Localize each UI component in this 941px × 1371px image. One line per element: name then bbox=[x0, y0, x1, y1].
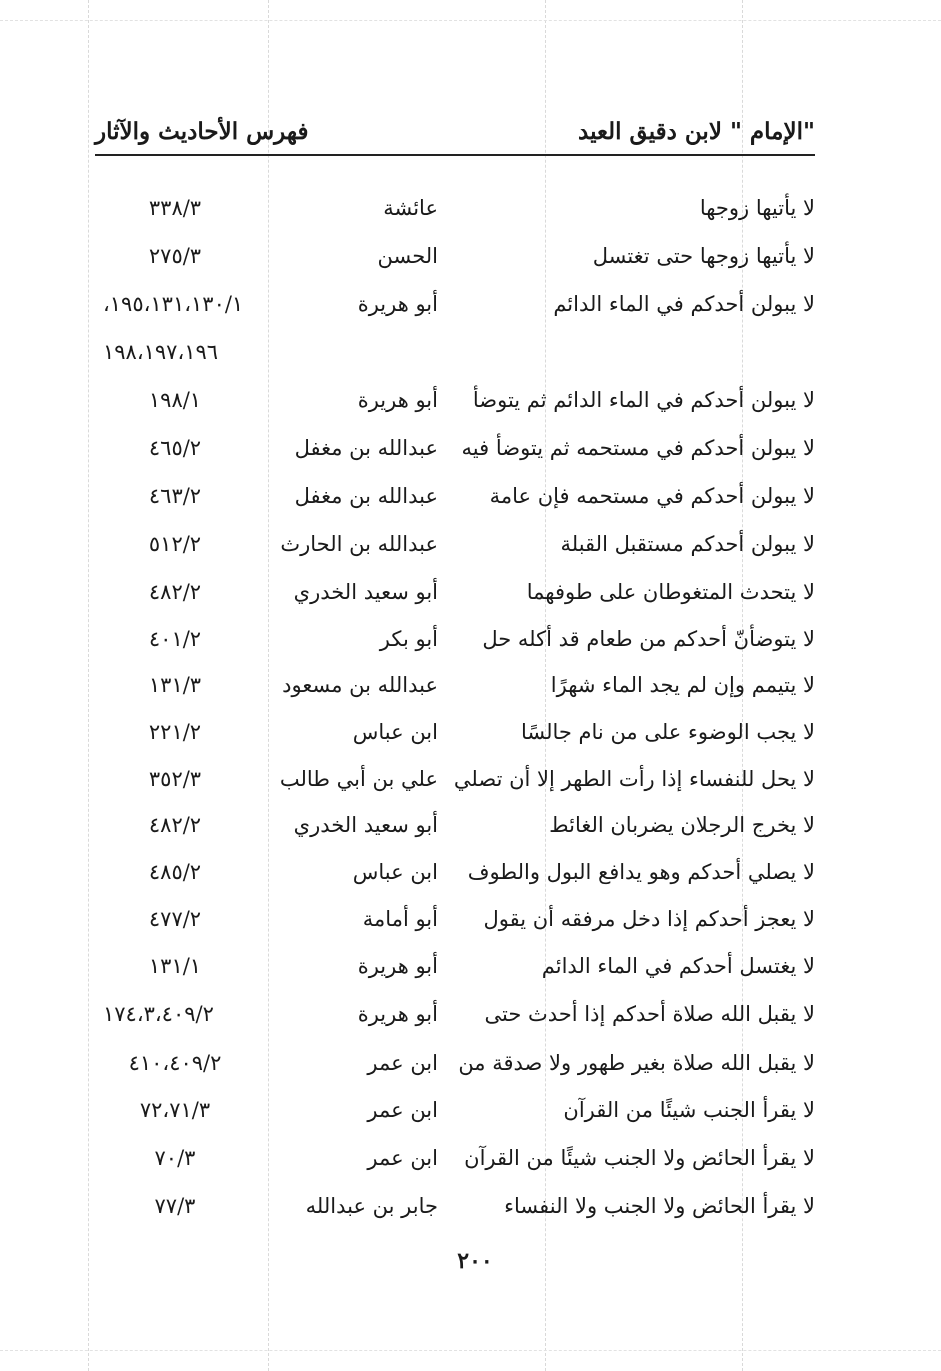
narrator-name: أبو هريرة bbox=[357, 1002, 438, 1026]
index-entry bbox=[95, 997, 815, 1031]
hadith-text: لا يحل للنفساء إذا رأت الطهر إلا أن تصلي bbox=[453, 767, 815, 791]
narrator-name: أبو هريرة bbox=[357, 388, 438, 412]
volume-page-ref: ٧٧/٣ bbox=[154, 1194, 196, 1218]
index-entry bbox=[95, 949, 815, 983]
volume-page-ref: ٢٧٥/٣ bbox=[148, 244, 202, 268]
index-entry bbox=[95, 808, 815, 842]
volume-page-ref: ١٣١/٣ bbox=[148, 673, 202, 697]
volume-page-ref: ٤١٠،٤٠٩/٢ bbox=[128, 1051, 222, 1075]
hadith-text: لا يقبل الله صلاة أحدكم إذا أحدث حتى bbox=[484, 1002, 815, 1026]
hadith-text: لا يقبل الله صلاة بغير طهور ولا صدقة من bbox=[458, 1051, 815, 1075]
volume-page-ref: ١٣١/١ bbox=[148, 954, 202, 978]
index-entry bbox=[95, 1093, 815, 1127]
narrator-name: عبدالله بن الحارث bbox=[280, 532, 438, 556]
volume-page-ref: ١٩٨/١ bbox=[148, 388, 202, 412]
narrator-name: ابن عباس bbox=[352, 720, 438, 744]
narrator-name: أبو سعيد الخدري bbox=[293, 580, 438, 604]
index-entry bbox=[95, 239, 815, 273]
narrator-name: عائشة bbox=[383, 196, 438, 220]
scan-artifact-line bbox=[88, 0, 89, 1371]
index-entry bbox=[95, 287, 815, 321]
index-entry bbox=[95, 715, 815, 749]
index-entry bbox=[95, 855, 815, 889]
volume-page-ref: ٥١٢/٢ bbox=[148, 532, 202, 556]
narrator-name: عبدالله بن مغفل bbox=[294, 484, 438, 508]
index-entry bbox=[95, 1141, 815, 1175]
narrator-name: عبدالله بن مغفل bbox=[294, 436, 438, 460]
index-entry bbox=[95, 575, 815, 609]
hadith-text: لا يصلي أحدكم وهو يدافع البول والطوف bbox=[467, 860, 815, 884]
volume-page-ref: ١٧٤،٣،٤٠٩/٢ bbox=[103, 1002, 214, 1026]
hadith-text: لا يقرأ الجنب شيئًا من القرآن bbox=[563, 1098, 815, 1122]
scan-artifact-line bbox=[0, 1350, 941, 1351]
hadith-text: لا يخرج الرجلان يضربان الغائط bbox=[549, 813, 815, 837]
hadith-text: لا يتوضأنّ أحدكم من طعام قد أكله حل bbox=[482, 627, 815, 651]
index-entry bbox=[95, 383, 815, 417]
narrator-name: جابر بن عبدالله bbox=[305, 1194, 438, 1218]
hadith-text: لا يأتيها زوجها حتى تغتسل bbox=[592, 244, 815, 268]
hadith-text: لا يبولن أحدكم في الماء الدائم ثم يتوضأ bbox=[472, 388, 815, 412]
volume-page-ref: ٧٠/٣ bbox=[154, 1146, 196, 1170]
volume-page-ref: ٤٧٧/٢ bbox=[148, 907, 202, 931]
hadith-text: لا يقرأ الحائض ولا الجنب ولا النفساء bbox=[504, 1194, 815, 1218]
hadith-text: لا يقرأ الحائض ولا الجنب شيئًا من القرآن bbox=[464, 1146, 815, 1170]
running-header bbox=[95, 118, 815, 152]
narrator-name: ابن عمر bbox=[367, 1098, 438, 1122]
volume-page-ref: ٤٨٢/٢ bbox=[148, 813, 202, 837]
volume-page-ref: ٤٠١/٢ bbox=[148, 627, 202, 651]
narrator-name: ابن عمر bbox=[367, 1146, 438, 1170]
index-entry bbox=[95, 902, 815, 936]
volume-page-ref: ٤٦٥/٢ bbox=[148, 436, 202, 460]
narrator-name: أبو أمامة bbox=[362, 907, 438, 931]
hadith-text: لا يجب الوضوء على من نام جالسًا bbox=[520, 720, 815, 744]
index-entry bbox=[95, 1189, 815, 1223]
narrator-name: أبو هريرة bbox=[357, 292, 438, 316]
hadith-text: لا يبولن أحدكم في الماء الدائم bbox=[553, 292, 815, 316]
hadith-text: لا يبولن أحدكم مستقبل القبلة bbox=[560, 532, 815, 556]
scan-artifact-line bbox=[0, 20, 941, 21]
volume-page-ref: ٤٨٥/٢ bbox=[148, 860, 202, 884]
index-entry bbox=[95, 191, 815, 225]
book-title: "الإمام " لابن دقيق العيد bbox=[578, 118, 815, 145]
index-entry-continuation bbox=[95, 335, 815, 369]
hadith-text: لا يبولن أحدكم في مستحمه فإن عامة bbox=[489, 484, 815, 508]
narrator-name: ابن عمر bbox=[367, 1051, 438, 1075]
volume-page-ref: ٢٢١/٢ bbox=[148, 720, 202, 744]
narrator-name: أبو سعيد الخدري bbox=[293, 813, 438, 837]
volume-page-ref: ١٩٨،١٩٧،١٩٦ bbox=[103, 340, 219, 364]
volume-page-ref: ٧٢،٧١/٣ bbox=[139, 1098, 211, 1122]
narrator-name: عبدالله بن مسعود bbox=[282, 673, 438, 697]
narrator-name: أبو بكر bbox=[379, 627, 438, 651]
section-title: فهرس الأحاديث والآثار bbox=[95, 118, 309, 145]
narrator-name: ابن عباس bbox=[352, 860, 438, 884]
hadith-text: لا يبولن أحدكم في مستحمه ثم يتوضأ فيه bbox=[461, 436, 815, 460]
volume-page-ref: ٤٦٣/٢ bbox=[148, 484, 202, 508]
hadith-text: لا يتحدث المتغوطان على طوفهما bbox=[526, 580, 815, 604]
volume-page-ref: ٤٨٢/٢ bbox=[148, 580, 202, 604]
index-entry bbox=[95, 1046, 815, 1080]
index-entry bbox=[95, 431, 815, 465]
volume-page-ref: ١٩٥،١٣١،١٣٠/١، bbox=[103, 292, 244, 316]
narrator-name: الحسن bbox=[377, 244, 438, 268]
page-number: ٢٠٠ bbox=[457, 1248, 493, 1274]
narrator-name: علي بن أبي طالب bbox=[279, 767, 438, 791]
index-entry bbox=[95, 622, 815, 656]
hadith-text: لا يعجز أحدكم إذا دخل مرفقه أن يقول bbox=[483, 907, 815, 931]
index-entry bbox=[95, 762, 815, 796]
header-divider bbox=[95, 154, 815, 156]
hadith-text: لا يغتسل أحدكم في الماء الدائم bbox=[541, 954, 815, 978]
narrator-name: أبو هريرة bbox=[357, 954, 438, 978]
volume-page-ref: ٣٥٢/٣ bbox=[148, 767, 202, 791]
volume-page-ref: ٣٣٨/٣ bbox=[148, 196, 202, 220]
index-entry bbox=[95, 479, 815, 513]
index-entry bbox=[95, 527, 815, 561]
index-entry bbox=[95, 668, 815, 702]
hadith-text: لا يأتيها زوجها bbox=[699, 196, 815, 220]
hadith-text: لا يتيمم وإن لم يجد الماء شهرًا bbox=[550, 673, 815, 697]
